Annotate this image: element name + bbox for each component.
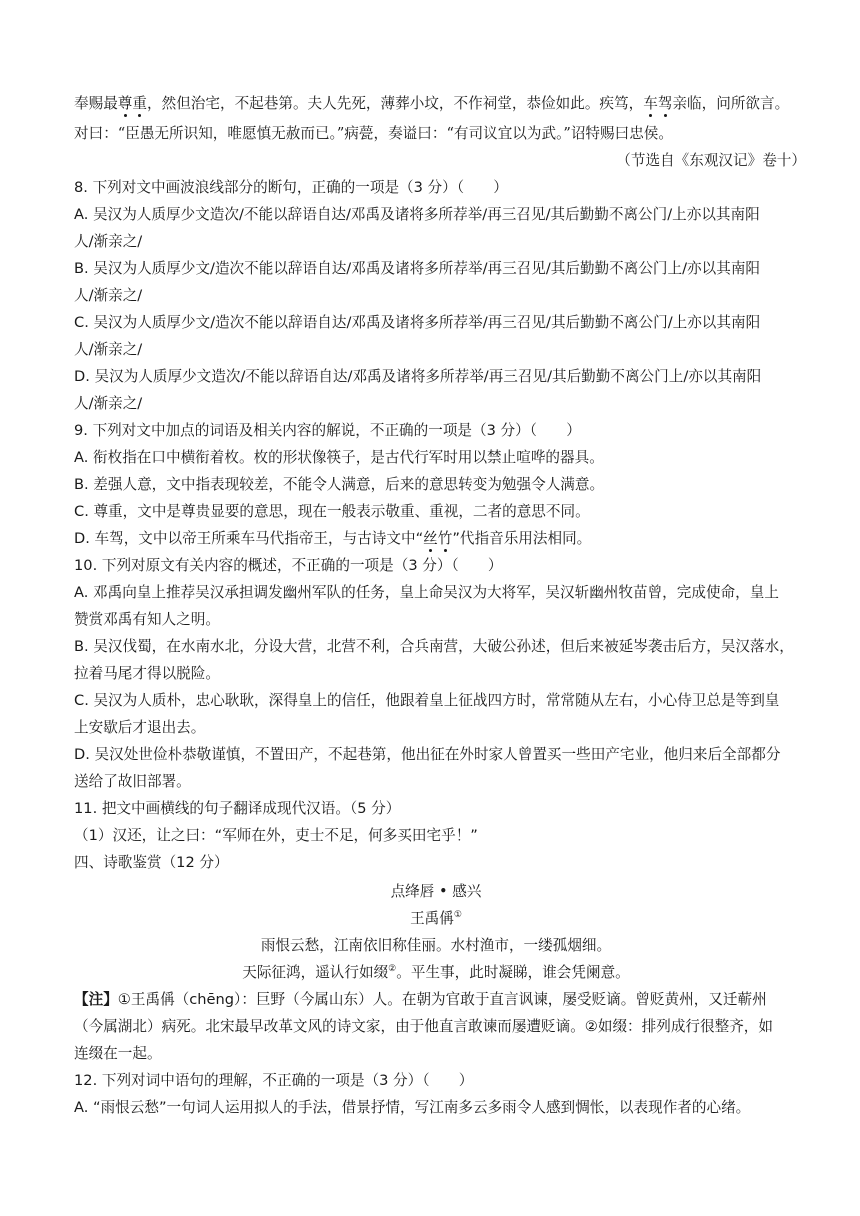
dotted-char: 尊 xyxy=(117,95,133,112)
note-mark: ② xyxy=(388,964,397,975)
note-line-1 xyxy=(74,990,767,1010)
q10-option-a-cont: 赞赏邓禹有知人之明。 xyxy=(74,611,220,628)
dotted-char: 丝 xyxy=(423,530,438,547)
q12-stem: 12. 下列对词中语句的理解，不正确的一项是（3 分）（ ） xyxy=(74,1072,474,1089)
passage-text: 亲临，问所欲言。 xyxy=(672,95,790,112)
q11-sentence-1: （1）汉还，让之曰：“军师在外，吏士不足，何多买田宅乎！” xyxy=(74,827,478,844)
poem-text: 。平生事，此时凝睇，谁会凭阑意。 xyxy=(396,964,630,981)
q11-stem: 11. 把文中画横线的句子翻译成现代汉语。（5 分） xyxy=(74,800,401,817)
poem-text: 天际征鸿，遥认行如缀 xyxy=(242,964,389,981)
passage-text: 奉赐最 xyxy=(74,95,118,112)
note-line-3: 连缀在一起。 xyxy=(74,1045,162,1062)
q10-option-a: A. 邓禹向皇上推荐吴汉承担调发幽州军队的任务，皇上命吴汉为大将军，吴汉斩幽州牧苗曾，完成使命，皇上 xyxy=(74,584,779,601)
q9-option-d xyxy=(74,529,591,549)
q8-stem: 8. 下列对文中画波浪线部分的断句，正确的一项是（3 分）（ ） xyxy=(74,179,508,196)
q8-option-a: A. 吴汉为人质厚少文造次/不能以辞语自达/邓禹及诸将多所荐举/再三召见/其后勤勤不离公门/上亦以其南阳 xyxy=(74,206,760,223)
q8-option-d: D. 吴汉为人质厚少文造次/不能以辞语自达/邓禹及诸将多所荐举/再三召见/其后勤勤不离公门上/亦以其南阳 xyxy=(74,368,762,385)
passage-line-2: 对曰：“臣愚无所识知，唯愿慎无赦而已。”病甍，奏谥曰：“有司议宜以为武。”诏特赐曰忠侯。 xyxy=(74,125,673,142)
q10-option-c: C. 吴汉为人质朴，忠心耿耿，深得皇上的信任，他跟着皇上征战四方时，常常随从左右，小心侍卫总是等到皇 xyxy=(74,692,780,709)
section-heading: 四、诗歌鉴赏（12 分） xyxy=(74,854,229,871)
note-line-2: （今属湖北）病死。北宋最早改革文风的诗文家，由于他直言敢谏而屡遭贬谪。②如缀：排列成行很整齐，如 xyxy=(74,1018,773,1035)
passage-text: ，然但治宅，不起巷第。夫人先死，薄葬小坟，不作祠堂，恭俭如此。疾笃， xyxy=(147,95,644,112)
q8-option-d-cont: 人/渐亲之/ xyxy=(74,395,143,412)
poem-line-2 xyxy=(74,963,798,983)
option-text: ”代指音乐用法相同。 xyxy=(452,530,592,547)
passage-line-1 xyxy=(74,94,789,114)
q10-option-d-cont: 送给了故旧部署。 xyxy=(74,773,191,790)
poem-line-1: 雨恨云愁，江南依旧称佳丽。水村渔市，一缕孤烟细。 xyxy=(260,937,612,954)
passage-source: （节选自《东观汉记》卷十） xyxy=(616,152,806,169)
q8-option-c-cont: 人/渐亲之/ xyxy=(74,341,143,358)
q8-option-c: C. 吴汉为人质厚少文/造次不能以辞语自达/邓禹及诸将多所荐举/再三召见/其后勤勤不离公门/上亦以其南阳 xyxy=(74,314,761,331)
q8-option-b-cont: 人/渐亲之/ xyxy=(74,287,143,304)
dotted-char: 重 xyxy=(132,95,148,112)
poem-title: 点绛唇 • 感兴 xyxy=(390,883,482,900)
q9-option-c: C. 尊重，文中是尊贵显要的意思，现在一般表示敬重、重视，二者的意思不同。 xyxy=(74,503,590,520)
q9-option-a: A. 衔枚指在口中横衔着枚。枚的形状像筷子，是古代行军时用以禁止喧哗的器具。 xyxy=(74,449,604,466)
dotted-char: 车 xyxy=(643,95,658,112)
poem-author xyxy=(74,909,798,929)
q10-option-b-cont: 拉着马尾才得以脱险。 xyxy=(74,665,220,682)
q9-option-b: B. 差强人意，文中指表现较差，不能令人满意，后来的意思转变为勉强令人满意。 xyxy=(74,476,605,493)
q12-option-a: A. “雨恨云愁”一句词人运用拟人的手法，借景抒情，写江南多云多雨令人感到惆怅，以表现作者的心绪。 xyxy=(74,1099,751,1116)
note-text: ①王禹偁（chēng）：巨野（今属山东）人。在朝为官敢于直言讽谏，屡受贬谪。曾贬黄州，又迁蕲州 xyxy=(117,991,767,1008)
poem-author-name: 王禹偁 xyxy=(410,910,454,927)
q9-stem: 9. 下列对文中加点的词语及相关内容的解说，不正确的一项是（3 分）（ ） xyxy=(74,422,581,439)
q10-option-b: B. 吴汉伐蜀，在水南水北，分设大营，北营不利，合兵南营，大破公孙述，但后来被延岑袭击后方，吴汉落水， xyxy=(74,638,794,655)
note-mark: ① xyxy=(453,910,462,921)
note-label: 【注】 xyxy=(74,991,118,1008)
q10-stem: 10. 下列对原文有关内容的概述，不正确的一项是（3 分）（ ） xyxy=(74,557,503,574)
option-text: D. 车驾，文中以帝王所乘车马代指帝王，与古诗文中“ xyxy=(74,530,424,547)
q10-option-c-cont: 上安歇后才退出去。 xyxy=(74,719,206,736)
dotted-char: 竹 xyxy=(437,530,453,547)
q8-option-b: B. 吴汉为人质厚少文/造次不能以辞语自达/邓禹及诸将多所荐举/再三召见/其后勤勤不离公门上/亦以其南阳 xyxy=(74,260,761,277)
q10-option-d: D. 吴汉处世俭朴恭敬谨慎，不置田产，不起巷第，他出征在外时家人曾置买一些田产宅业，他归来后全部都分 xyxy=(74,746,781,763)
dotted-char: 驾 xyxy=(657,95,673,112)
q8-option-a-cont: 人/渐亲之/ xyxy=(74,233,143,250)
